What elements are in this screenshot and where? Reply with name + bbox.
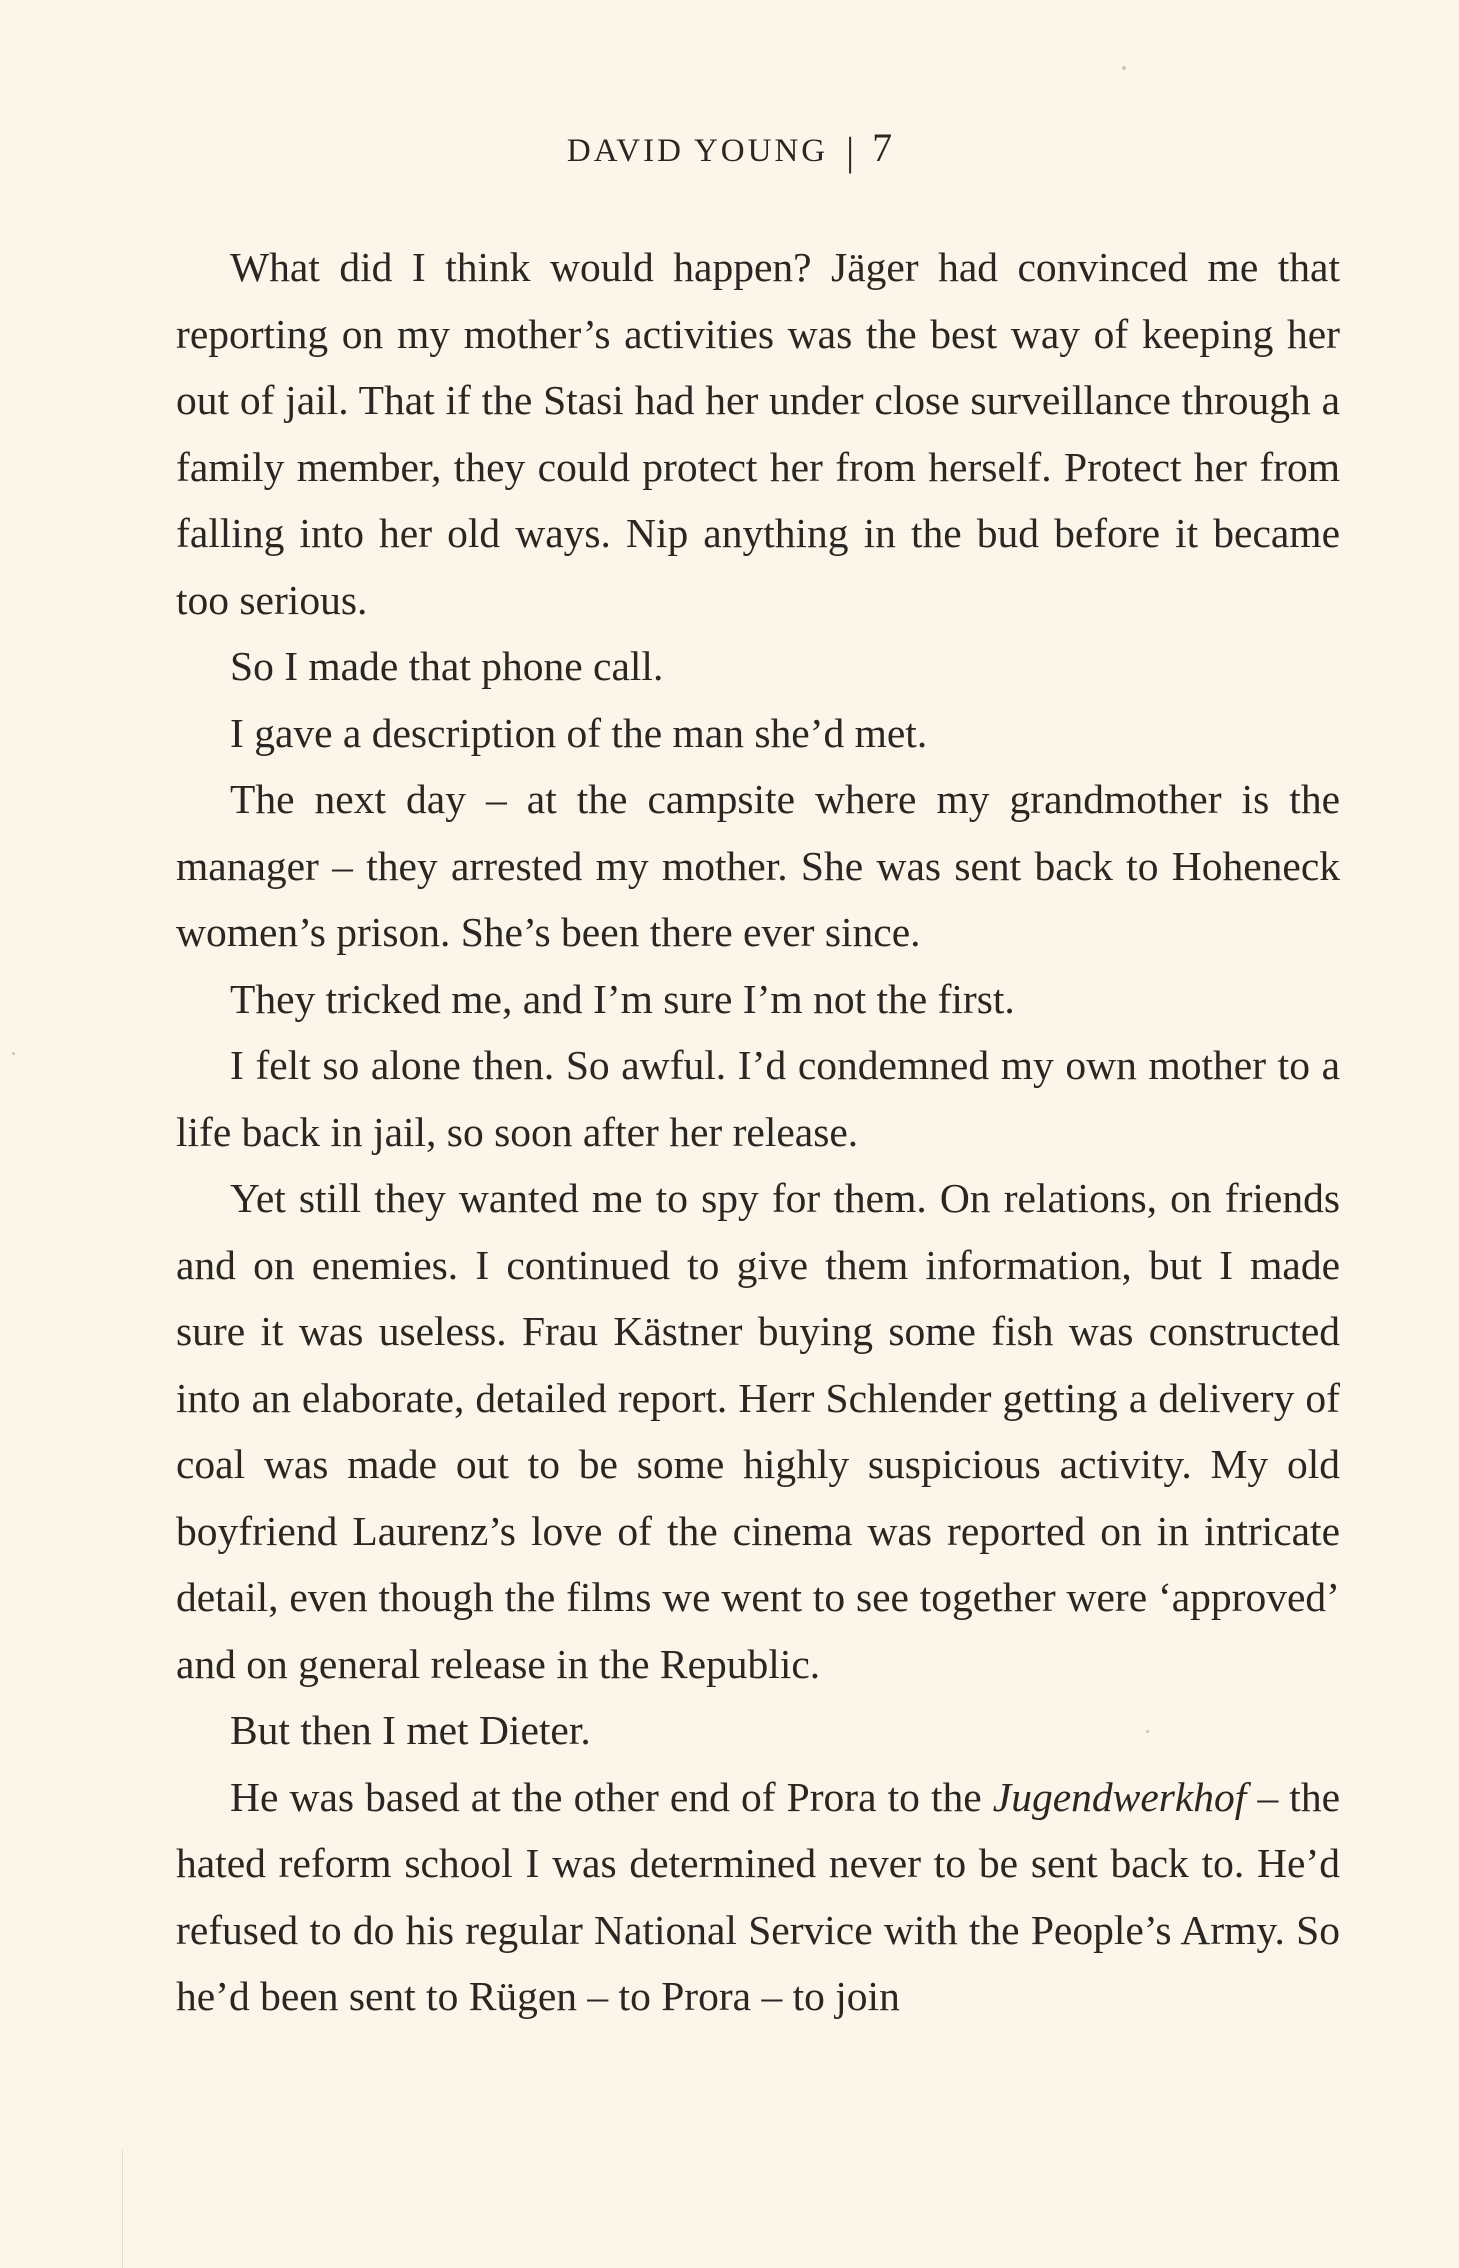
body-text (176, 234, 1340, 2030)
page-number: 7 (872, 125, 893, 170)
paragraph-8: But then I met Dieter. (230, 1707, 591, 1753)
paragraph-7: Yet still they wanted me to spy for them. On relations, on friends and on enemies. I continued to give them information, but I made sure it was useless. Frau Kästner buying some fish was constructed into an elaborate, detailed report. Herr Schlender getting a delivery of coal was made out to be some highly suspicious activity. My old boyfriend Laurenz’s love of the cinema was reported on in intricate detail, even though the films we went to see together were ‘approved’ and on general release in the Republic. (176, 1175, 1340, 1687)
paragraph-1: What did I think would happen? Jäger had convinced me that reporting on my mother’s activities was the best way of keeping her out of jail. That if the Stasi had her under close surveillance through a family member, they could protect her from herself. Protect her from falling into her old ways. Nip anything in the bud before it became too serious. (176, 244, 1340, 623)
paragraph-5: They tricked me, and I’m sure I’m not the first. (230, 975, 1015, 1022)
italic-term: Jugendwerkhof (992, 1773, 1247, 1820)
paragraph-6: I felt so alone then. So awful. I’d condemned my own mother to a life back in jail, so soon after her release. (176, 1042, 1340, 1155)
paragraph-9-start: He was based at the other end of Prora to the (230, 1773, 993, 1820)
header-separator: | (846, 129, 855, 174)
paper-speck (1122, 66, 1126, 70)
paragraph-9-end: – the hated reform school I was determined never to be sent back to. He’d refused to do his regular National Service with the People’s Army. So he’d been sent to Rügen – to Prora – to join (176, 1773, 1340, 2019)
paper-speck (12, 1052, 15, 1055)
paragraph-4: The next day – at the campsite where my grandmother is the manager – they arrested my mother. She was sent back to Hoheneck women’s prison. She’s been there ever since. (176, 776, 1340, 955)
header-author: DAVID YOUNG (566, 133, 829, 169)
running-header (0, 124, 1459, 175)
paragraph-3: I gave a description of the man she’d met. (230, 709, 928, 756)
paragraph-9 (176, 1764, 1340, 2030)
paragraph-2: So I made that phone call. (230, 643, 664, 689)
paper-crease (122, 2150, 123, 2268)
